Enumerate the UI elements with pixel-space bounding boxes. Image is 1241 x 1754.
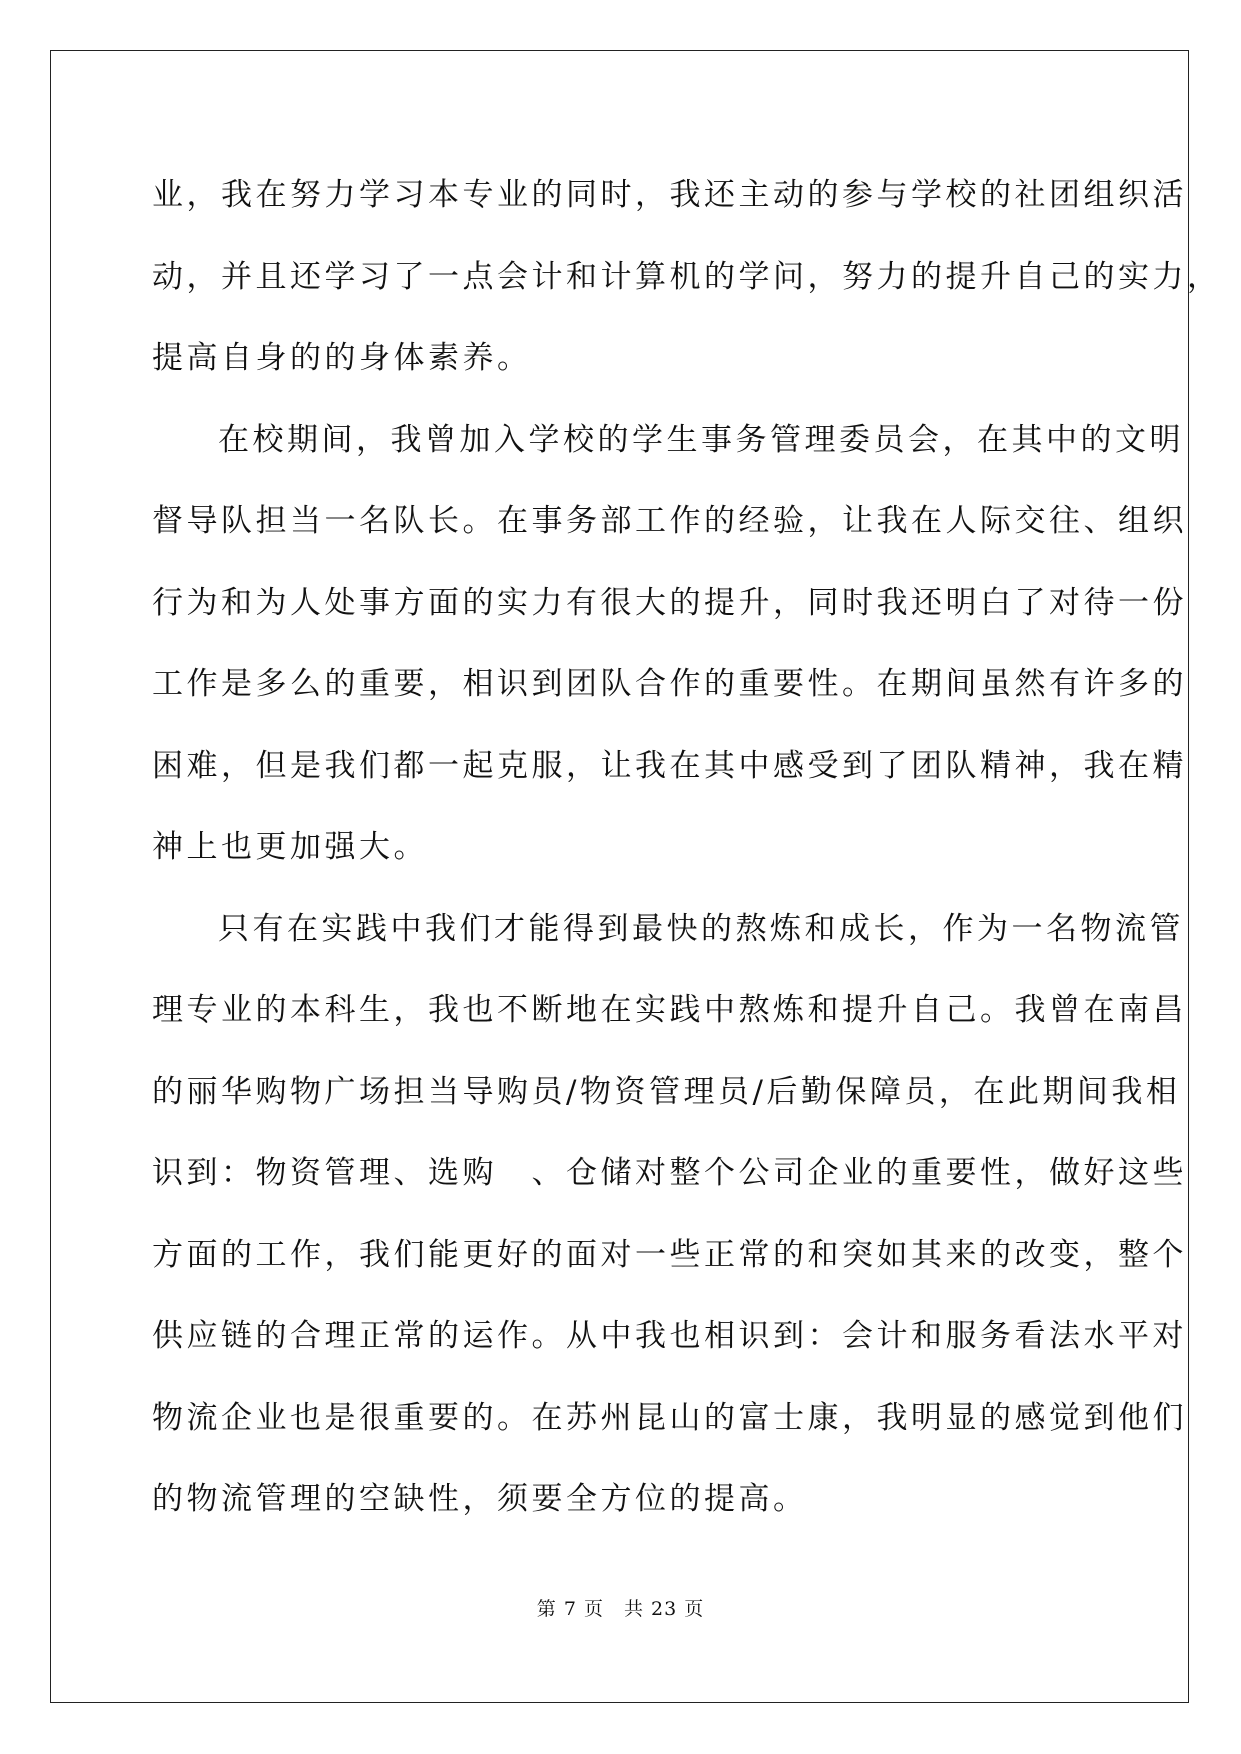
- text-line: 神上也更加强大。: [152, 829, 428, 865]
- text-line: 困难，但是我们都一起克服，让我在其中感受到了团队精神，我在精: [152, 747, 1187, 784]
- text-line: 行为和为人处事方面的实力有很大的提升，同时我还明白了对待一份: [152, 584, 1187, 621]
- text-line: 供应链的合理正常的运作。从中我也相识到：会计和服务看法水平对: [152, 1318, 1187, 1354]
- paragraph-start-line: 只有在实践中我们才能得到最快的熬炼和成长，作为一名物流管: [218, 910, 1184, 947]
- text-line: 的物流管理的空缺性，须要全方位的提高。: [152, 1481, 808, 1517]
- page-number-footer: 第 7 页 共 23 页: [536, 1598, 705, 1620]
- text-line: 理专业的本科生，我也不断地在实践中熬炼和提升自己。我曾在南昌: [152, 992, 1187, 1028]
- text-line: 业，我在努力学习本专业的同时，我还主动的参与学校的社团组织活: [152, 177, 1187, 213]
- text-line: 识到：物资管理、选购 、仓储对整个公司企业的重要性，做好这些: [152, 1155, 1187, 1191]
- paragraph-start-line: 在校期间，我曾加入学校的学生事务管理委员会，在其中的文明: [218, 421, 1184, 458]
- text-line: 方面的工作，我们能更好的面对一些正常的和突如其来的改变，整个: [152, 1236, 1187, 1273]
- text-line: 物流企业也是很重要的。在苏州昆山的富士康，我明显的感觉到他们: [152, 1399, 1187, 1436]
- text-line: 督导队担当一名队长。在事务部工作的经验，让我在人际交往、组织: [152, 503, 1187, 539]
- text-line: 工作是多么的重要，相识到团队合作的重要性。在期间虽然有许多的: [152, 666, 1187, 702]
- text-line: 提高自身的的身体素养。: [152, 340, 532, 376]
- text-line: 的丽华购物广场担当导购员/物资管理员/后勤保障员，在此期间我相: [152, 1073, 1181, 1110]
- text-line: 动，并且还学习了一点会计和计算机的学问，努力的提升自己的实力，: [152, 258, 1222, 295]
- document-body: [152, 160, 1222, 1546]
